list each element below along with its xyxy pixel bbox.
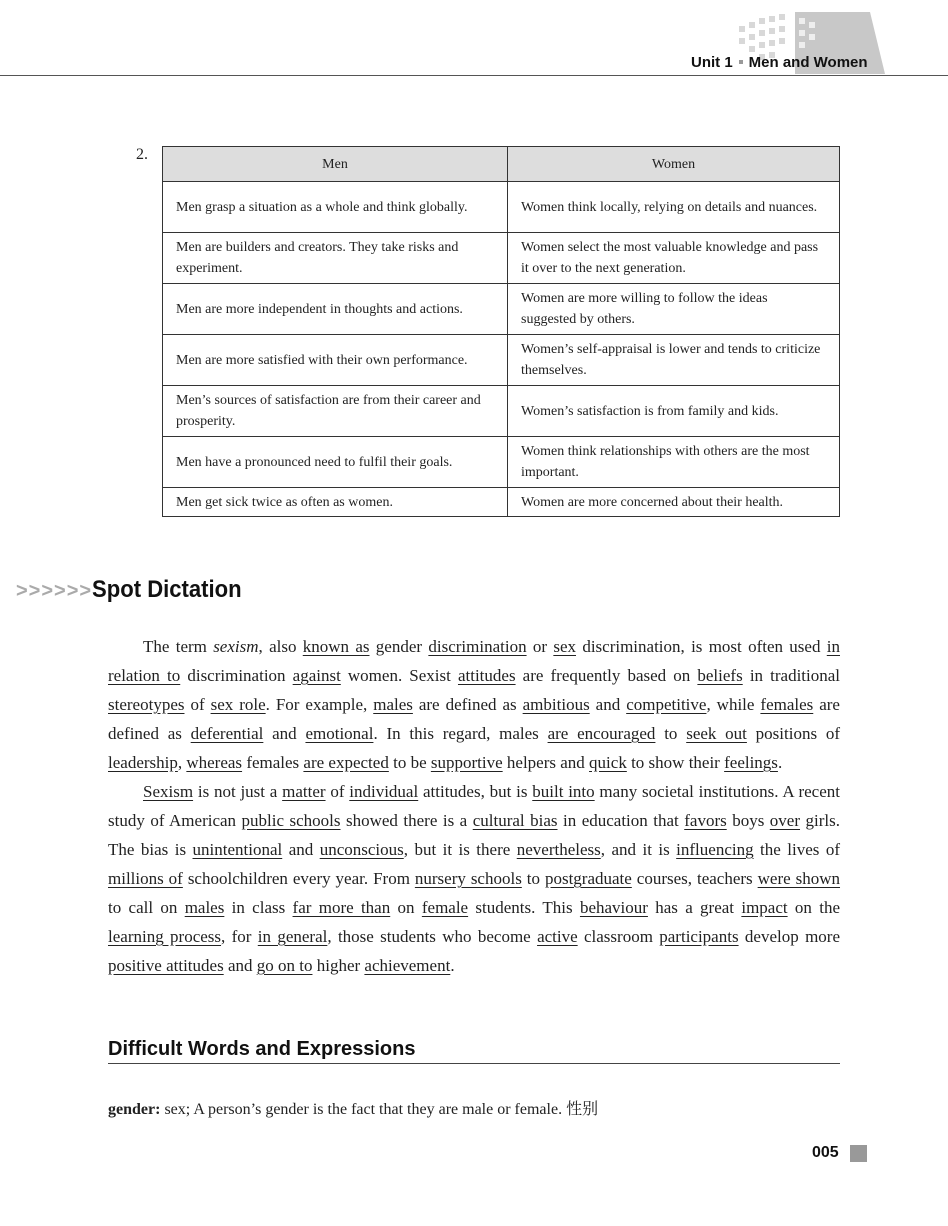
passage-text: positions of	[746, 724, 841, 743]
passage-text: . For example,	[265, 695, 374, 714]
answer-phrase: males	[184, 898, 225, 917]
answer-phrase: emotional	[305, 724, 374, 743]
exercise-number: 2.	[136, 146, 148, 163]
answer-phrase: individual	[349, 782, 419, 801]
answer-phrase: go on to	[256, 956, 313, 975]
answer-phrase: attitudes	[457, 666, 516, 685]
answer-phrase: leadership	[108, 753, 178, 772]
table-row	[163, 437, 840, 488]
section-arrows: >>>>>>	[16, 580, 93, 602]
men-cell: Men are more independent in thoughts and actions.	[163, 284, 508, 335]
passage-text: attitudes, but is	[418, 782, 533, 801]
table-row	[163, 233, 840, 284]
passage-text: to	[521, 869, 545, 888]
passage-text: ,	[177, 753, 187, 772]
passage-paragraph-1	[108, 632, 840, 777]
comparison-table	[162, 146, 840, 517]
answer-phrase: unintentional	[192, 840, 283, 859]
women-cell: Women think locally, relying on details and nuances.	[508, 182, 840, 233]
passage-text: females	[242, 753, 304, 772]
passage-text: , while	[706, 695, 761, 714]
dictation-passage	[108, 632, 840, 980]
answer-phrase: quick	[589, 753, 627, 772]
answer-phrase: millions of	[108, 869, 183, 888]
passage-text: and	[263, 724, 306, 743]
table-row	[163, 386, 840, 437]
men-cell: Men have a pronounced need to fulfil their goals.	[163, 437, 508, 488]
women-cell: Women think relationships with others are the most important.	[508, 437, 840, 488]
header-rule	[0, 75, 948, 76]
answer-phrase: in general	[257, 927, 328, 946]
answer-phrase: participants	[659, 927, 739, 946]
vocabulary-entry	[108, 1096, 598, 1119]
women-cell: Women’s satisfaction is from family and kids.	[508, 386, 840, 437]
section-title: Spot Dictation	[92, 576, 242, 603]
men-cell: Men get sick twice as often as women.	[163, 488, 508, 517]
answer-phrase: supportive	[430, 753, 503, 772]
answer-phrase: public schools	[241, 811, 341, 830]
passage-text: in education that	[557, 811, 685, 830]
answer-phrase: ambitious	[522, 695, 590, 714]
passage-text: the lives of	[753, 840, 840, 859]
answer-phrase: achievement	[364, 956, 451, 975]
passage-text: The term	[143, 637, 214, 656]
passage-text: of	[325, 782, 350, 801]
passage-text: on the	[787, 898, 840, 917]
women-cell: Women are more concerned about their health.	[508, 488, 840, 517]
vocabulary-heading: Difficult Words and Expressions	[108, 1038, 840, 1064]
answer-phrase: seek out	[686, 724, 747, 743]
women-cell: Women are more willing to follow the ideas suggested by others.	[508, 284, 840, 335]
term-emphasis: sexism	[213, 637, 259, 656]
column-header-men: Men	[163, 147, 508, 182]
answer-phrase: discrimination	[428, 637, 527, 656]
answer-phrase: are encouraged	[547, 724, 656, 743]
passage-text: develop more	[738, 927, 840, 946]
passage-text: discrimination	[180, 666, 293, 685]
passage-text: and	[223, 956, 257, 975]
passage-text: courses, teachers	[631, 869, 758, 888]
passage-text: helpers and	[502, 753, 590, 772]
answer-phrase: far more than	[292, 898, 391, 917]
answer-phrase: behaviour	[579, 898, 648, 917]
answer-phrase: in relation to	[108, 637, 840, 685]
passage-text: , those students who become	[327, 927, 538, 946]
passage-text: in traditional	[742, 666, 841, 685]
passage-text: . In this regard, males	[373, 724, 548, 743]
passage-text: girls. The bias is	[108, 811, 840, 859]
answer-phrase: stereotypes	[108, 695, 185, 714]
passage-text: to be	[388, 753, 431, 772]
women-cell: Women select the most valuable knowledge and pass it over to the next generation.	[508, 233, 840, 284]
table-row	[163, 488, 840, 517]
answer-phrase: Sexism	[143, 782, 194, 801]
running-header	[691, 54, 868, 71]
passage-paragraph-2	[108, 777, 840, 980]
answer-phrase: nevertheless	[516, 840, 601, 859]
men-cell: Men are more satisfied with their own performance.	[163, 335, 508, 386]
passage-text: has a great	[647, 898, 742, 917]
passage-text: , also	[258, 637, 303, 656]
passage-text: boys	[726, 811, 770, 830]
header-title: Men and Women	[748, 54, 868, 71]
passage-text: higher	[312, 956, 365, 975]
passage-text: to	[655, 724, 687, 743]
passage-text: gender	[369, 637, 429, 656]
table-row	[163, 335, 840, 386]
passage-text: women. Sexist	[340, 666, 458, 685]
passage-text: on	[390, 898, 422, 917]
answer-phrase: built into	[532, 782, 595, 801]
passage-text: are defined as	[412, 695, 523, 714]
passage-text: classroom	[577, 927, 660, 946]
answer-phrase: female	[421, 898, 469, 917]
page-number-marker	[850, 1145, 867, 1162]
answer-phrase: unconscious	[319, 840, 404, 859]
passage-text: .	[450, 956, 455, 975]
answer-phrase: active	[537, 927, 578, 946]
answer-phrase: sex role	[210, 695, 266, 714]
men-cell: Men are builders and creators. They take risks and experiment.	[163, 233, 508, 284]
passage-text: .	[777, 753, 783, 772]
page-number: 005	[812, 1144, 839, 1161]
men-cell: Men grasp a situation as a whole and think globally.	[163, 182, 508, 233]
answer-phrase: nursery schools	[414, 869, 522, 888]
passage-text: are defined as	[108, 695, 840, 743]
answer-phrase: females	[760, 695, 814, 714]
women-cell: Women’s self-appraisal is lower and tends to criticize themselves.	[508, 335, 840, 386]
passage-text: many societal institutions. A recent study of American	[108, 782, 840, 830]
answer-phrase: impact	[741, 898, 788, 917]
passage-text: is not just a	[193, 782, 283, 801]
answer-phrase: positive attitudes	[108, 956, 224, 975]
passage-text: in class	[224, 898, 293, 917]
passage-text: of	[184, 695, 211, 714]
section-heading	[16, 576, 255, 604]
answer-phrase: males	[373, 695, 413, 714]
answer-phrase: influencing	[676, 840, 754, 859]
passage-text: , and it is	[600, 840, 677, 859]
answer-phrase: cultural bias	[472, 811, 558, 830]
answer-phrase: are expected	[303, 753, 389, 772]
answer-phrase: deferential	[190, 724, 264, 743]
answer-phrase: postgraduate	[544, 869, 632, 888]
passage-text: to call on	[108, 898, 185, 917]
header-separator	[739, 60, 743, 64]
table-row	[163, 182, 840, 233]
answer-phrase: favors	[684, 811, 727, 830]
men-cell: Men’s sources of satisfaction are from their career and prosperity.	[163, 386, 508, 437]
vocabulary-term: gender:	[108, 1101, 161, 1118]
answer-phrase: beliefs	[697, 666, 743, 685]
answer-phrase: whereas	[186, 753, 243, 772]
passage-text: , but it is there	[403, 840, 517, 859]
passage-text: showed there is a	[340, 811, 473, 830]
header-unit: Unit 1	[691, 54, 733, 71]
passage-text: , for	[221, 927, 258, 946]
table-row	[163, 284, 840, 335]
answer-phrase: over	[769, 811, 801, 830]
answer-phrase: matter	[282, 782, 326, 801]
answer-phrase: against	[292, 666, 341, 685]
passage-text: are frequently based on	[515, 666, 698, 685]
answer-phrase: were shown	[757, 869, 841, 888]
answer-phrase: feelings	[724, 753, 778, 772]
answer-phrase: competitive	[626, 695, 707, 714]
vocabulary-definition: sex; A person’s gender is the fact that they are male or female. 性别	[160, 1101, 599, 1118]
passage-text: and	[589, 695, 627, 714]
passage-text: and	[282, 840, 320, 859]
answer-phrase: sex	[553, 637, 577, 656]
passage-text: or	[526, 637, 554, 656]
passage-text: to show their	[626, 753, 725, 772]
passage-text: schoolchildren every year. From	[182, 869, 415, 888]
answer-phrase: known as	[302, 637, 370, 656]
passage-text: students. This	[468, 898, 580, 917]
column-header-women: Women	[508, 147, 840, 182]
passage-text: discrimination, is most often used	[576, 637, 827, 656]
answer-phrase: learning process	[108, 927, 222, 946]
